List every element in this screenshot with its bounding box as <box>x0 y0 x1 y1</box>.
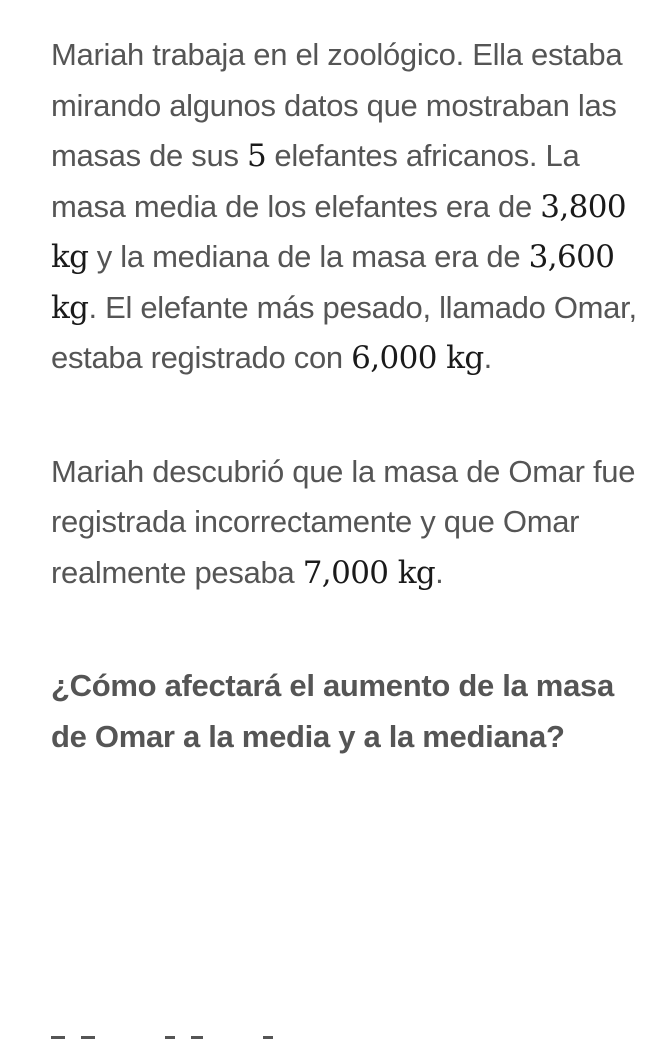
problem-paragraph-2 <box>51 447 641 599</box>
median-mass-value: 3,600 kg <box>51 239 615 326</box>
recorded-mass-value: 6,000 kg <box>351 340 484 376</box>
mean-mass-value: 3,800 kg <box>51 188 626 275</box>
paragraph-text: elefantes africanos. La masa media de los elefantes era de <box>51 138 580 224</box>
paragraph-text: . <box>483 340 492 375</box>
actual-mass-value: 7,000 kg <box>302 554 436 591</box>
paragraph-text: . <box>435 554 444 590</box>
paragraph-text: Mariah descubrió que la masa de Omar fue registrada incorrectamente y que Omar realmente pesaba <box>51 453 636 590</box>
elephant-count: 5 <box>246 138 267 174</box>
paragraph-text: . El elefante más pesado, llamado Omar, estaba registrado con <box>51 289 637 375</box>
paragraph-text: y la mediana de la masa era de <box>88 239 529 274</box>
question-text: ¿Cómo afectará el aumento de la masa de Omar a la media y a la mediana? <box>51 668 614 754</box>
problem-content <box>51 30 641 762</box>
paragraph-text: Mariah trabaja en el zoológico. Ella estaba mirando algunos datos que mostraban las masas de sus <box>51 37 623 173</box>
cutoff-text-fragment <box>51 1036 311 1044</box>
problem-paragraph-1 <box>51 30 641 384</box>
